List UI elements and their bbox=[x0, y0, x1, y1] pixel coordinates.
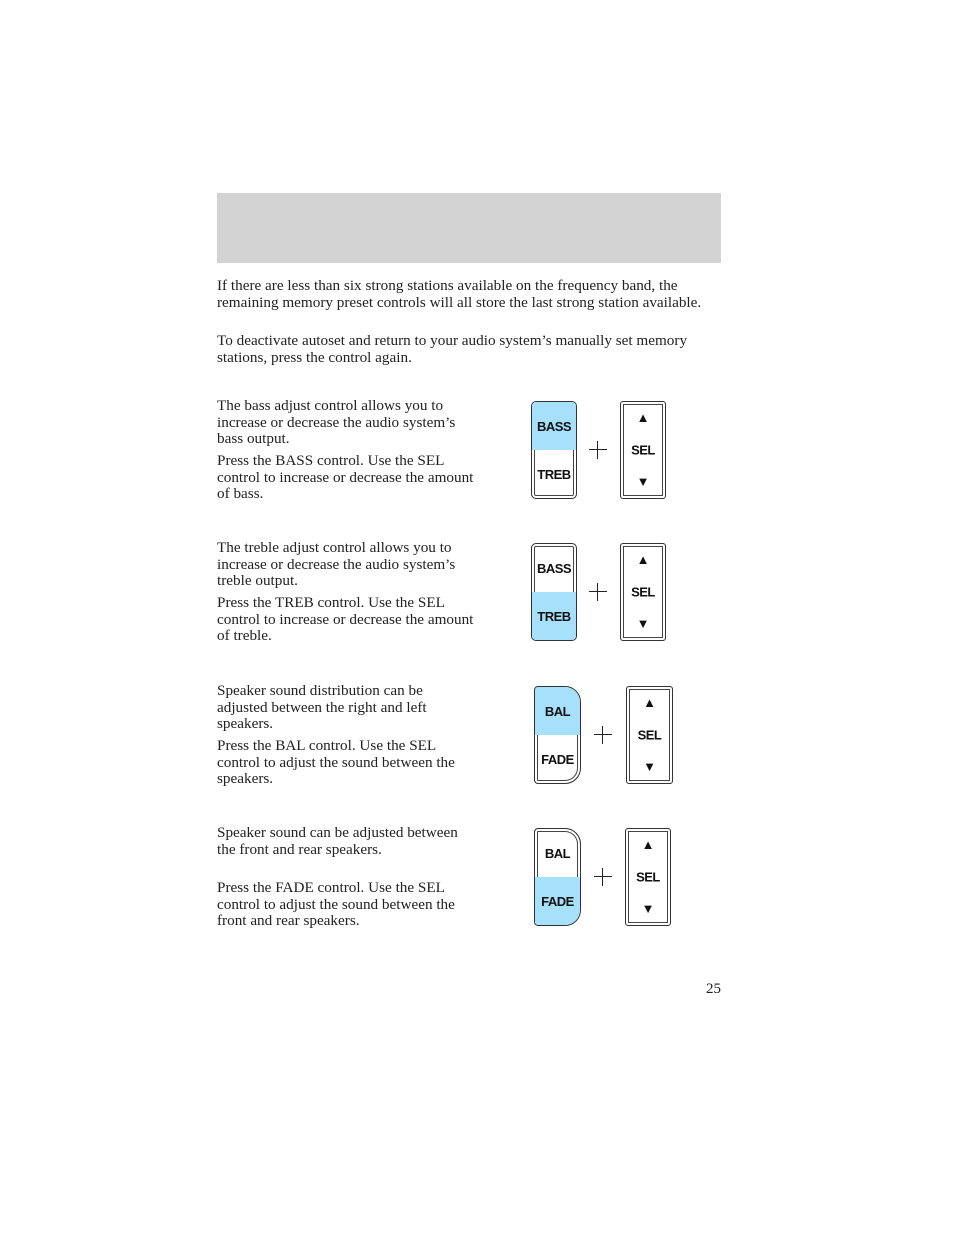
bal-segment[interactable]: BAL bbox=[535, 687, 580, 735]
bass-description: The bass adjust control allows you to increase or decrease the audio system’s bass output. bbox=[217, 397, 456, 447]
down-arrow-icon: ▼ bbox=[641, 901, 655, 916]
page-number: 25 bbox=[706, 981, 721, 997]
fade-instruction: Press the FADE control. Use the SEL control to adjust the sound between the front and rear speakers. bbox=[217, 879, 455, 929]
bal-fade-button[interactable] bbox=[534, 828, 581, 926]
bal-fade-button[interactable] bbox=[534, 686, 581, 784]
treb-segment[interactable]: TREB bbox=[532, 592, 576, 640]
up-arrow-icon: ▲ bbox=[641, 837, 655, 852]
up-arrow-icon: ▲ bbox=[643, 695, 656, 710]
bass-instruction: Press the BASS control. Use the SEL control to increase or decrease the amount of bass. bbox=[217, 452, 474, 502]
plus-icon bbox=[589, 583, 607, 601]
plus-icon bbox=[594, 726, 612, 744]
intro-paragraph-2: To deactivate autoset and return to your audio system’s manually set memory stations, press the control again. bbox=[217, 332, 688, 366]
down-arrow-icon: ▼ bbox=[636, 616, 650, 631]
bal-segment[interactable]: BAL bbox=[544, 845, 571, 861]
sel-button[interactable] bbox=[620, 543, 666, 641]
bass-segment[interactable]: BASS bbox=[532, 402, 576, 450]
sel-button[interactable] bbox=[625, 828, 671, 926]
balance-instruction: Press the BAL control. Use the SEL control to adjust the sound between the speakers. bbox=[217, 737, 455, 787]
plus-icon bbox=[589, 441, 607, 459]
balance-description: Speaker sound distribution can be adjusted between the right and left speakers. bbox=[217, 682, 427, 732]
bass-treb-button[interactable] bbox=[531, 543, 577, 641]
sel-button[interactable] bbox=[620, 401, 666, 499]
bass-segment[interactable]: BASS bbox=[536, 560, 572, 576]
fade-segment[interactable]: FADE bbox=[535, 877, 580, 925]
down-arrow-icon: ▼ bbox=[636, 474, 650, 489]
treble-control-diagram bbox=[528, 542, 678, 642]
sel-label: SEL bbox=[637, 727, 662, 743]
header-band bbox=[217, 193, 721, 263]
treble-description: The treble adjust control allows you to increase or decrease the audio system’s treble output. bbox=[217, 539, 456, 589]
down-arrow-icon: ▼ bbox=[643, 759, 656, 774]
up-arrow-icon: ▲ bbox=[636, 552, 650, 567]
sel-label: SEL bbox=[636, 869, 660, 885]
fade-description: Speaker sound can be adjusted between the front and rear speakers. bbox=[217, 824, 458, 858]
treb-segment[interactable]: TREB bbox=[537, 466, 571, 482]
sel-label: SEL bbox=[631, 442, 655, 458]
up-arrow-icon: ▲ bbox=[636, 410, 650, 425]
fade-segment[interactable]: FADE bbox=[541, 751, 574, 767]
sel-label: SEL bbox=[631, 584, 655, 600]
balance-control-diagram bbox=[528, 685, 678, 785]
sel-button[interactable] bbox=[626, 686, 673, 784]
plus-icon bbox=[594, 868, 612, 886]
treble-instruction: Press the TREB control. Use the SEL control to increase or decrease the amount of treble. bbox=[217, 594, 474, 644]
bass-control-diagram bbox=[528, 400, 678, 500]
intro-paragraph-1: If there are less than six strong stations available on the frequency band, the remaining memory preset controls will all store the last strong station available. bbox=[217, 277, 702, 311]
bass-treb-button[interactable] bbox=[531, 401, 577, 499]
fade-control-diagram bbox=[528, 827, 678, 927]
